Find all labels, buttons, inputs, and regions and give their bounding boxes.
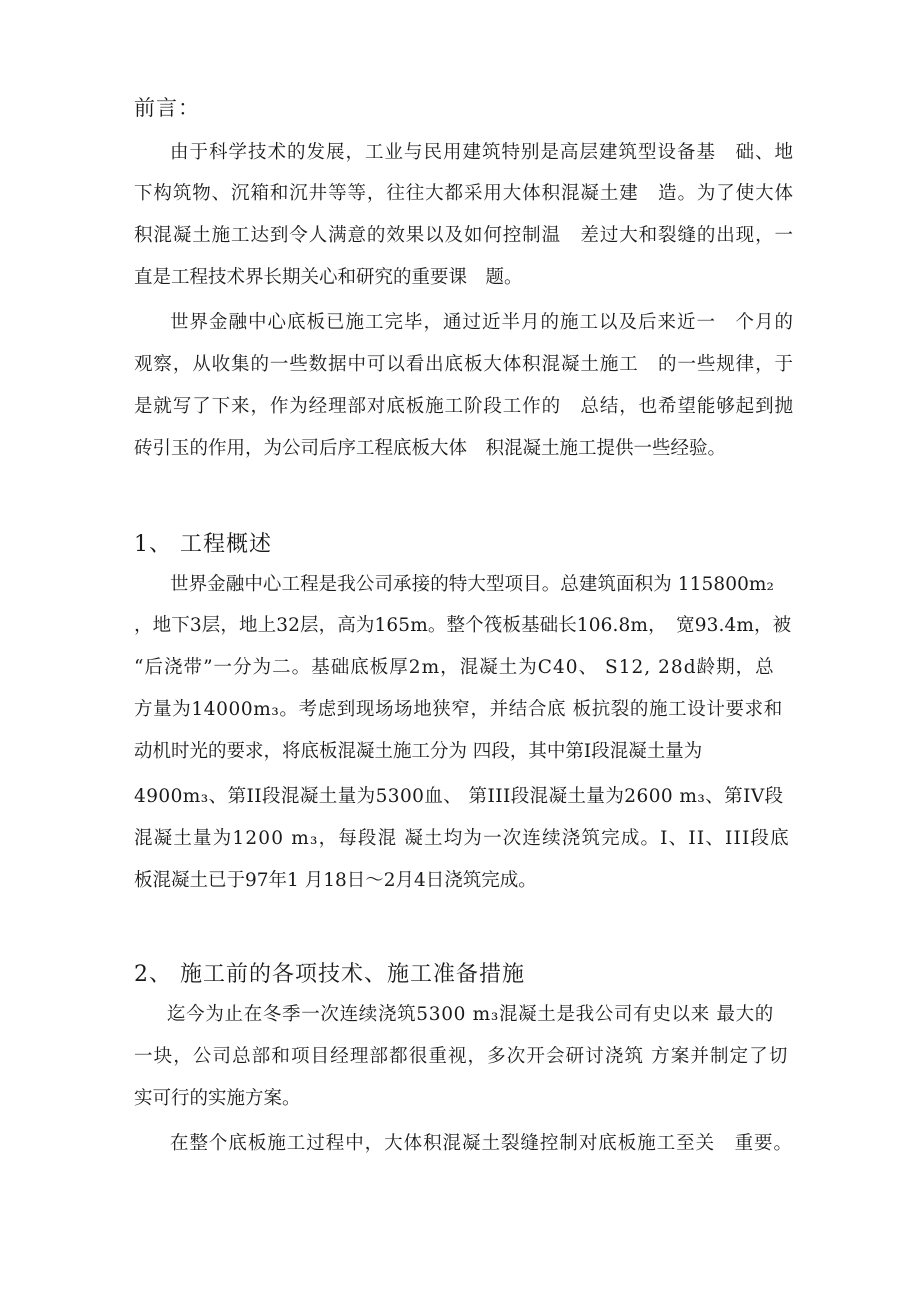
paragraph-line: 世界金融中心工程是我公司承接的特大型项目。总建筑面积为 115800m₂: [170, 574, 775, 595]
paragraph-line: “后浇带”一分为二。基础底板厚2m，混凝土为C40、 S12, 28d龄期，总: [134, 657, 775, 678]
paragraph-line: 下构筑物、沉箱和沉井等等，往往大都采用大体积混凝土建 造。为了使大体: [134, 183, 794, 204]
paragraph-line: 混凝土量为1200 m₃，每段混 凝土均为一次连续浇筑完成。I、II、III段底: [134, 828, 790, 849]
paragraph-line: 观察，从收集的一些数据中可以看出底板大体积混凝土施工 的一些规律，于: [134, 354, 794, 375]
paragraph-line: 直是工程技术界长期关心和研究的重要课 题。: [134, 267, 523, 288]
paragraph-line: 世界金融中心底板已施工完毕，通过近半月的施工以及后来近一 个月的: [170, 312, 795, 333]
paragraph-line: 在整个底板施工过程中，大体积混凝土裂缝控制对底板施工至关 重要。: [170, 1133, 793, 1154]
paragraph-line: 板混凝土已于97年1 月18日〜2月4日浇筑完成。: [134, 870, 537, 891]
paragraph-line: 实可行的实施方案。: [134, 1088, 301, 1109]
paragraph-line: ，地下3层，地上32层，高为165m。整个筏板基础长106.8m， 宽93.4m，被: [134, 615, 792, 636]
paragraph-line: 由于科学技术的发展，工业与民用建筑特别是高层建筑型设备基 础、地: [170, 142, 795, 163]
paragraph-line: 积混凝土施工达到令人满意的效果以及如何控制温 差过大和裂缝的出现，一: [134, 225, 794, 246]
section-2-heading: 2、 施工前的各项技术、施工准备措施: [134, 962, 525, 987]
paragraph-line: 4900m₃、第II段混凝土量为5300血、 第III段混凝土量为2600 m₃、第IV段: [134, 786, 784, 807]
paragraph-line: 方量为14000m₃。考虑到现场场地狭窄，并结合底 板抗裂的施工设计要求和: [134, 699, 783, 720]
paragraph-line: 迄今为止在冬季一次连续浇筑5300 m₃混凝土是我公司有史以来 最大的: [167, 1004, 774, 1025]
paragraph-line: 一块，公司总部和项目经理部都很重视，多次开会研讨浇筑 方案并制定了切: [134, 1046, 789, 1067]
paragraph-line: 砖引玉的作用，为公司后序工程底板大体 积混凝土施工提供一些经验。: [134, 438, 727, 459]
preface-title: 前言：: [134, 96, 200, 120]
paragraph-line: 是就写了下来，作为经理部对底板施工阶段工作的 总结，也希望能够起到抛: [134, 396, 794, 417]
paragraph-line: 动机时光的要求，将底板混凝土施工分为 四段，其中第I段混凝土量为: [134, 741, 703, 762]
section-1-heading: 1、 工程概述: [134, 532, 272, 557]
